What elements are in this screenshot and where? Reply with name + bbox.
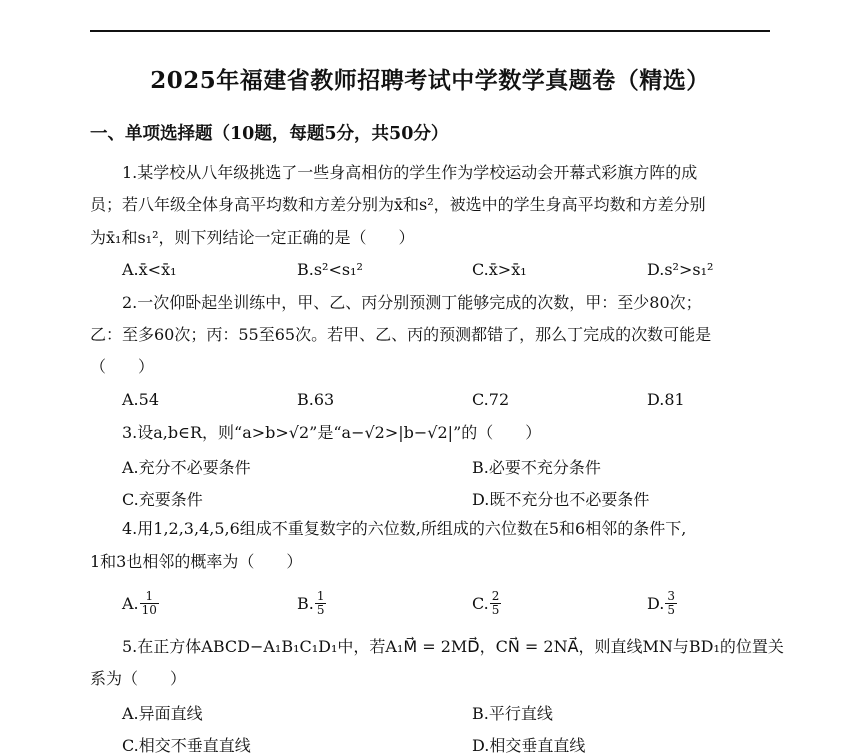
option-d[interactable]: D.s²>s₁²	[647, 260, 714, 279]
question-4-options	[122, 590, 782, 624]
question-1-line-2: 员；若八年级全体身高平均数和方差分别为x̄和s²，被选中的学生身高平均数和方差分别	[90, 195, 706, 214]
fraction	[490, 590, 502, 617]
page-title: 2025年福建省教师招聘考试中学数学真题卷（精选）	[150, 67, 710, 94]
question-2-line-2: 乙：至多60次；丙：55至65次。若甲、乙、丙的预测都错了，那么丁完成的次数可能是	[90, 325, 712, 344]
numerator: 2	[491, 589, 500, 603]
question-3-options-row-2	[122, 487, 782, 509]
question-4-line-1: 4.用1,2,3,4,5,6组成不重复数字的六位数,所组成的六位数在5和6相邻的条件下,	[122, 519, 687, 538]
question-2-line-3: （ ）	[90, 357, 155, 376]
option-b[interactable]: B.必要不充分条件	[472, 458, 601, 477]
option-b[interactable]: B.63	[297, 390, 335, 409]
option-a[interactable]: A.54	[122, 390, 159, 409]
option-d[interactable]	[647, 590, 677, 617]
question-5-line-1: 5.在正方体ABCD−A₁B₁C₁D₁中，若A₁M⃗ = 2MD⃗，CN⃗ = 2NA⃗，则直线MN与BD₁的位置关	[122, 637, 784, 656]
numerator: 1	[316, 589, 325, 603]
question-1-options	[122, 260, 782, 282]
denominator: 10	[141, 603, 157, 617]
option-c[interactable]: C.充要条件	[122, 490, 203, 509]
question-4-line-2: 1和3也相邻的概率为（ ）	[90, 552, 303, 571]
option-letter: B.	[297, 594, 314, 613]
option-a[interactable]	[122, 590, 159, 617]
numerator: 3	[667, 589, 675, 603]
option-letter: C.	[472, 594, 489, 613]
question-3-line-1: 3.设a,b∈R，则“a>b>√2”是“a−√2>|b−√2|”的（ ）	[122, 423, 542, 442]
option-b[interactable]: B.s²<s₁²	[297, 260, 363, 279]
option-a[interactable]: A.x̄<x̄₁	[122, 260, 177, 279]
option-d[interactable]: D.81	[647, 390, 685, 409]
denominator: 5	[316, 603, 325, 617]
option-c[interactable]: C.72	[472, 390, 510, 409]
option-a[interactable]: A.充分不必要条件	[122, 458, 251, 477]
denominator: 5	[667, 603, 675, 617]
fraction	[665, 590, 677, 617]
question-5-options-row-2	[122, 733, 782, 755]
fraction	[315, 590, 327, 617]
top-rule	[90, 30, 770, 32]
question-3-options-row-1	[122, 455, 782, 477]
option-letter: A.	[122, 594, 139, 613]
option-letter: D.	[647, 594, 665, 613]
option-d[interactable]: D.相交垂直直线	[472, 736, 586, 755]
section-heading: 一、单项选择题（10题，每题5分，共50分）	[90, 124, 449, 144]
option-b[interactable]: B.平行直线	[472, 704, 553, 723]
option-a[interactable]: A.异面直线	[122, 704, 203, 723]
denominator: 5	[491, 603, 500, 617]
option-b[interactable]	[297, 590, 326, 617]
question-5-options-row-1	[122, 701, 782, 723]
question-1-line-3: 为x̄₁和s₁²，则下列结论一定正确的是（ ）	[90, 228, 415, 247]
option-c[interactable]: C.x̄>x̄₁	[472, 260, 527, 279]
question-2-line-1: 2.一次仰卧起坐训练中，甲、乙、丙分别预测丁能够完成的次数，甲：至少80次；	[122, 293, 702, 312]
numerator: 1	[140, 590, 159, 604]
option-c[interactable]	[472, 590, 501, 617]
question-5-line-2: 系为（ ）	[90, 669, 187, 688]
fraction	[140, 590, 159, 617]
option-d[interactable]: D.既不充分也不必要条件	[472, 490, 650, 509]
question-1-line-1: 1.某学校从八年级挑选了一些身高相仿的学生作为学校运动会开幕式彩旗方阵的成	[122, 163, 698, 182]
question-2-options	[122, 390, 782, 412]
option-c[interactable]: C.相交不垂直直线	[122, 736, 251, 755]
